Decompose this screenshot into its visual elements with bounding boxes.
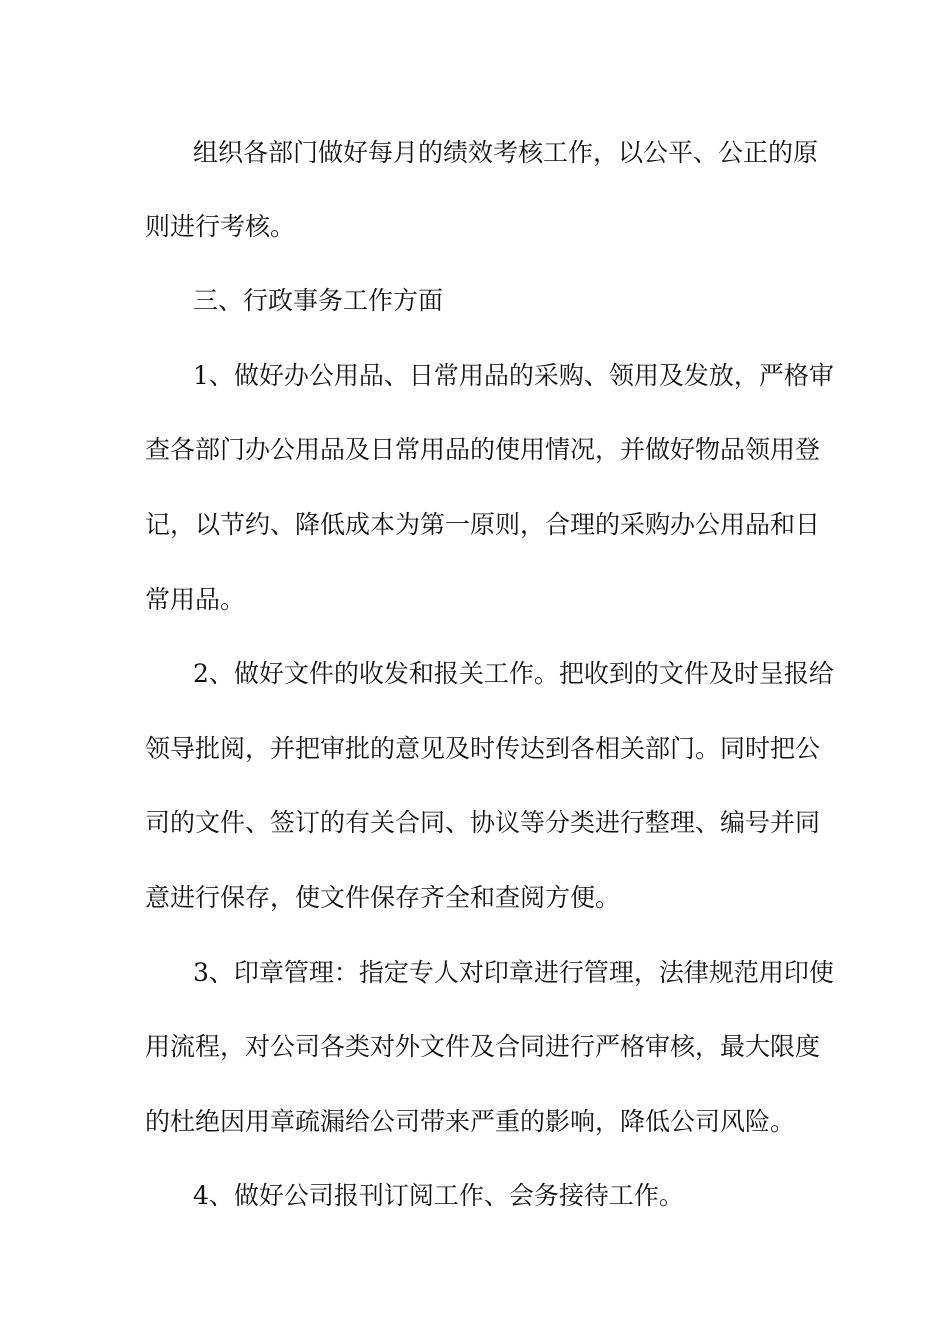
paragraph-line: 司的文件、签订的有关合同、协议等分类进行整理、编号并同 bbox=[145, 808, 821, 837]
paragraph-line: 3、印章管理：指定专人对印章进行管理，法律规范用印使 bbox=[193, 958, 834, 987]
paragraph-line: 用流程，对公司各类对外文件及合同进行严格审核，最大限度 bbox=[145, 1032, 821, 1061]
section-heading: 三、行政事务工作方面 bbox=[193, 286, 444, 315]
paragraph-line: 4、做好公司报刊订阅工作、会务接待工作。 bbox=[193, 1181, 684, 1210]
paragraph-line: 2、做好文件的收发和报关工作。把收到的文件及时呈报给 bbox=[193, 659, 834, 688]
paragraph-line: 的杜绝因用章疏漏给公司带来严重的影响，降低公司风险。 bbox=[145, 1107, 796, 1136]
paragraph-line: 组织各部门做好每月的绩效考核工作，以公平、公正的原 bbox=[193, 138, 819, 167]
paragraph-line: 1、做好办公用品、日常用品的采购、领用及发放，严格审 bbox=[193, 361, 834, 390]
paragraph-line: 查各部门办公用品及日常用品的使用情况，并做好物品领用登 bbox=[145, 435, 821, 464]
paragraph-line: 常用品。 bbox=[145, 585, 246, 614]
paragraph-line: 则进行考核。 bbox=[145, 212, 296, 241]
paragraph-line: 意进行保存，使文件保存齐全和查阅方便。 bbox=[145, 883, 621, 912]
paragraph-line: 领导批阅，并把审批的意见及时传达到各相关部门。同时把公 bbox=[145, 734, 821, 763]
paragraph-line: 记，以节约、降低成本为第一原则，合理的采购办公用品和日 bbox=[145, 510, 821, 539]
